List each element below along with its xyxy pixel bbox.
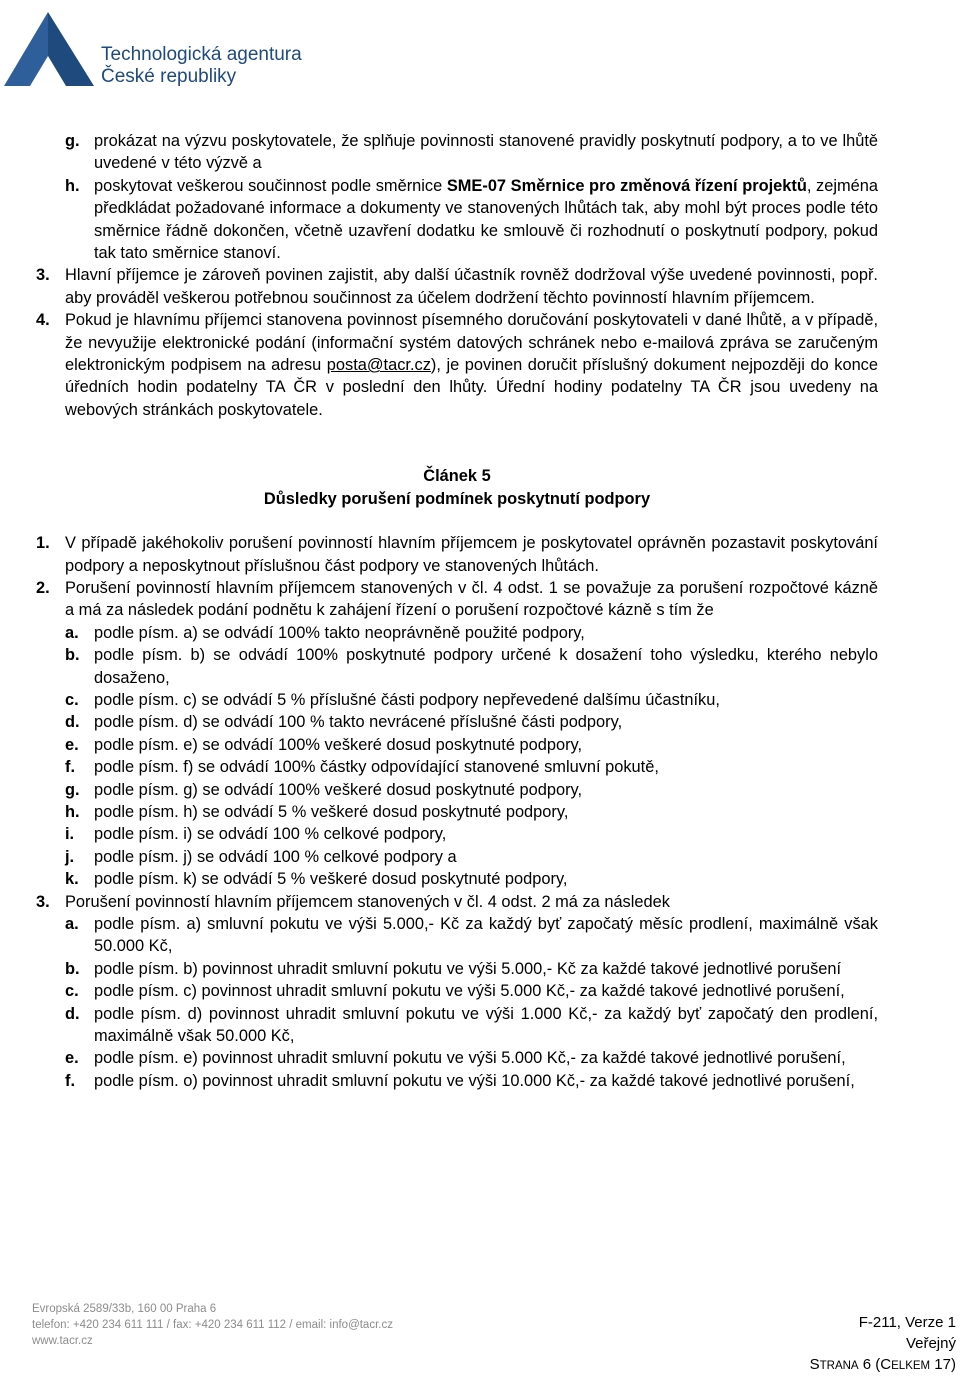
- item-text: podle písm. d) povinnost uhradit smluvní pokutu ve výši 1.000 Kč,- za každý byť započatý den prodlení, maximálně však 50.000 Kč,: [94, 1004, 878, 1046]
- paragraph-text-pre: Pokud je hlavnímu příjemci stanovena povinnost písemného doručování poskytovateli v dané lhůtě, a v případě, že nevyužije elektronické podání (informační systém datových schránek nebo e-mailová zpráva se zaručeným elektronickým podpisem na adresu: [65, 311, 878, 375]
- article-paragraph-2-list: [36, 622, 878, 891]
- item-text-post: , zejména předkládat požadované informace a dokumenty ve stanovených lhůtách tak, aby mohl být proces podle této směrnice řádně dokončen, včetně uzavření dodatku ke smlouvě či rozhodnutí o poskytnutí podpory, pokud tak tato směrnice stanoví.: [94, 176, 879, 263]
- logo-line2: České republiky: [101, 66, 237, 87]
- form-code: F-211, Verze 1: [858, 1314, 956, 1331]
- article-paragraph-3: [36, 891, 878, 913]
- list-item: [36, 622, 878, 644]
- footer-phone: telefon: +420 234 611 111 / fax: +420 234 611 112 / email: info@tacr.cz: [32, 1319, 393, 1331]
- item-label: d.: [65, 1004, 80, 1023]
- classification: Veřejný: [905, 1335, 956, 1352]
- item-label: d.: [65, 713, 80, 732]
- list-item: [36, 1047, 878, 1069]
- list-item: [36, 958, 878, 980]
- logo: [4, 8, 304, 88]
- page-number: STRANA 6 (CELKEM 17): [809, 1356, 956, 1373]
- paragraph-text: Porušení povinností hlavním příjemcem stanovených v čl. 4 odst. 1 se považuje za porušení rozpočtové kázně a má za následek podání podnětu k zahájení řízení o porušení rozpočtové kázně s tím že: [65, 578, 878, 620]
- paragraph-label: 1.: [36, 534, 50, 553]
- footer-meta: [810, 1312, 956, 1377]
- item-text: podle písm. g) se odvádí 100% veškeré dosud poskytnuté podpory,: [94, 780, 583, 799]
- footer-address: Evropská 2589/33b, 160 00 Praha 6: [32, 1303, 217, 1315]
- footer-web: www.tacr.cz: [32, 1335, 93, 1347]
- item-text: prokázat na výzvu poskytovatele, že splňuje povinnosti stanovené pravidly poskytnutí podpory, a to ve lhůtě uvedené v této výzvě a: [94, 132, 878, 173]
- list-item: [36, 913, 878, 958]
- list-item: [36, 1070, 878, 1092]
- list-item: [36, 734, 878, 756]
- paragraph-text: Hlavní příjemce je zároveň povinen zajistit, aby další účastník rovněž dodržoval výše uvedené povinnosti, popř. aby prováděl veškerou potřebnou součinnost za účelem dodržení těchto povinností hlavním příjemcem.: [65, 266, 878, 307]
- list-item: [36, 823, 878, 845]
- item-label: i.: [65, 825, 75, 844]
- item-text: podle písm. b) povinnost uhradit smluvní pokutu ve výši 5.000,- Kč za každé takové jednotlivé porušení: [94, 959, 842, 978]
- paragraph-3: [36, 264, 878, 309]
- item-label: j.: [65, 847, 75, 866]
- item-label: g.: [65, 132, 80, 150]
- list-item: [36, 868, 878, 890]
- list-item: [36, 779, 878, 801]
- item-text: podle písm. f) se odvádí 100% částky odpovídající stanovené smluvní pokutě,: [94, 758, 659, 777]
- list-item: [36, 1003, 878, 1048]
- article-paragraph-2: [36, 577, 878, 622]
- paragraph-label: 3.: [36, 892, 50, 911]
- item-text: podle písm. d) se odvádí 100 % takto nevrácené příslušné části podpory,: [94, 713, 623, 732]
- article-paragraph-1: [36, 532, 878, 577]
- item-text: podle písm. a) se odvádí 100% takto neoprávněně použité podpory,: [94, 623, 585, 642]
- item-label: f.: [65, 1071, 76, 1090]
- item-text: podle písm. k) se odvádí 5 % veškeré dosud poskytnuté podpory,: [94, 870, 568, 889]
- item-label: h.: [65, 802, 80, 821]
- item-label: c.: [65, 690, 79, 709]
- item-label: b.: [65, 646, 80, 665]
- item-label: f.: [65, 758, 76, 777]
- item-text-pre: poskytovat veškerou součinnost podle směrnice: [94, 176, 447, 195]
- item-text: podle písm. a) smluvní pokutu ve výši 5.000,- Kč za každý byť započatý měsíc prodlení, maximálně však 50.000 Kč,: [94, 915, 878, 956]
- logo-line1: Technologická agentura: [101, 44, 302, 65]
- item-label: c.: [65, 982, 79, 1001]
- logo-text: [101, 44, 302, 88]
- paragraph-text: V případě jakéhokoliv porušení povinností hlavním příjemcem je poskytovatel oprávněn pozastavit poskytování podpory a neposkytnout příslušnou část podpory ve stanovených lhůtách.: [65, 534, 878, 575]
- item-label: g.: [65, 780, 80, 799]
- paragraph-text: [65, 309, 878, 421]
- item-text: podle písm. o) povinnost uhradit smluvní pokutu ve výši 10.000 Kč,- za každé takové jednotlivé porušení,: [94, 1071, 855, 1090]
- item-text: podle písm. b) se odvádí 100% poskytnuté podpory určené k dosažení toho výsledku, kterého nebylo dosaženo,: [94, 646, 878, 687]
- item-text: podle písm. e) se odvádí 100% veškeré dosud poskytnuté podpory,: [94, 735, 583, 754]
- paragraph-label: 2.: [36, 578, 50, 597]
- paragraph-4: [36, 309, 878, 421]
- list-item: [36, 175, 878, 265]
- item-text-bold: SME-07 Směrnice pro změnová řízení projektů: [446, 176, 807, 195]
- email-link[interactable]: posta@tacr.cz: [326, 356, 431, 375]
- list-item: [36, 130, 878, 175]
- article-subtitle: Důsledky porušení podmínek poskytnutí podpory: [263, 489, 651, 508]
- item-text: podle písm. c) se odvádí 5 % příslušné části podpory nepřevedené dalšímu účastníku,: [94, 690, 720, 709]
- item-label: b.: [65, 959, 80, 978]
- item-text: podle písm. c) povinnost uhradit smluvní pokutu ve výši 5.000 Kč,- za každé takové jednotlivé porušení,: [94, 982, 845, 1001]
- item-label: h.: [65, 176, 80, 195]
- list-item: [36, 980, 878, 1002]
- list-item: [36, 711, 878, 733]
- list-item: [36, 644, 878, 689]
- item-text: podle písm. e) povinnost uhradit smluvní pokutu ve výši 5.000 Kč,- za každé takové jednotlivé porušení,: [94, 1049, 846, 1068]
- footer-contact: [32, 1301, 393, 1349]
- item-label: a.: [65, 915, 79, 933]
- list-item: [36, 689, 878, 711]
- article-paragraph-3-list: [36, 913, 878, 1092]
- item-label: e.: [65, 735, 79, 754]
- paragraph-text: Porušení povinností hlavním příjemcem stanovených v čl. 4 odst. 2 má za následek: [65, 892, 670, 911]
- list-item: [36, 801, 878, 823]
- paragraph-label: 4.: [36, 311, 50, 330]
- item-label: k.: [65, 870, 79, 889]
- article-title: Článek 5: [423, 467, 491, 486]
- list-item: [36, 846, 878, 868]
- document-body: [36, 130, 878, 1092]
- item-text: podle písm. j) se odvádí 100 % celkové podpory a: [94, 847, 457, 866]
- logo-triangle-icon: [4, 8, 96, 88]
- paragraph-text-post: ), je povinen doručit příslušný dokument nejpozději do konce úředních hodin podatelny TA ČR v poslední den lhůty. Úřední hodiny podatelny TA ČR jsou uvedeny na webových stránkách poskytovatele.: [65, 356, 878, 419]
- list-item: [36, 756, 878, 778]
- item-text: [94, 175, 878, 265]
- item-label: e.: [65, 1049, 79, 1068]
- paragraph-label: 3.: [36, 266, 50, 285]
- item-text: podle písm. i) se odvádí 100 % celkové podpory,: [94, 825, 447, 844]
- item-label: a.: [65, 623, 79, 642]
- item-text: podle písm. h) se odvádí 5 % veškeré dosud poskytnuté podpory,: [94, 802, 569, 821]
